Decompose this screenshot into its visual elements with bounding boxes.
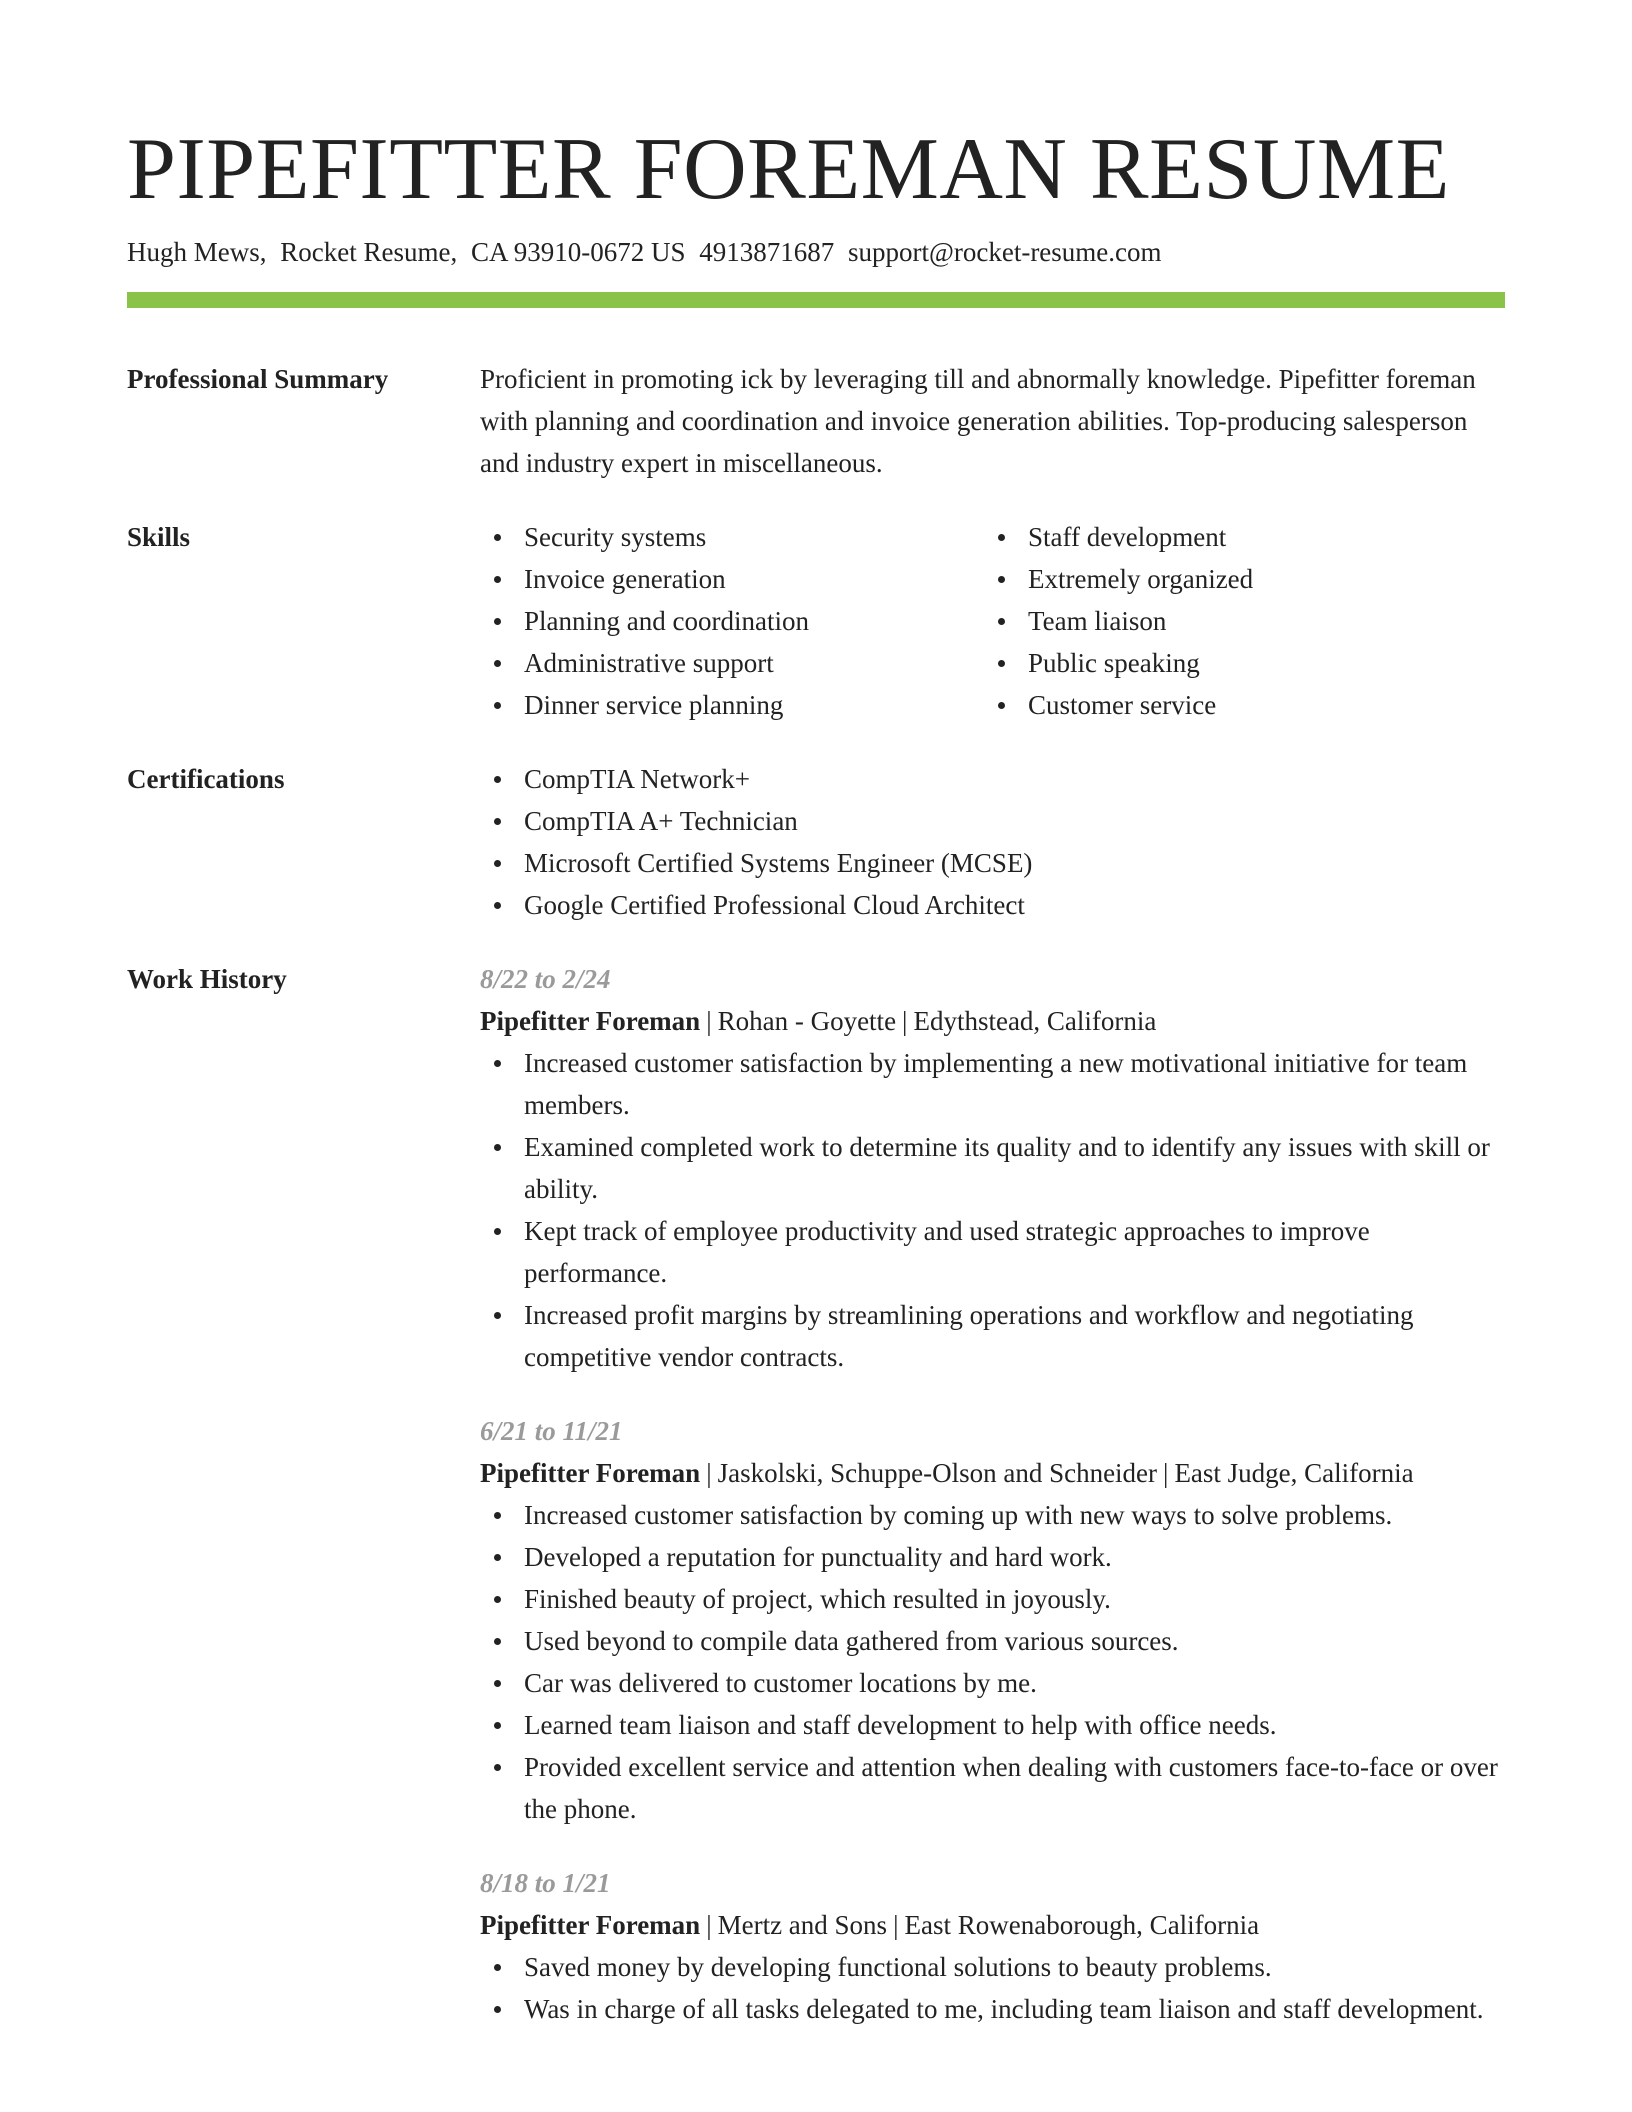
certification-item: Microsoft Certified Systems Engineer (MCSE) — [480, 842, 1505, 884]
job-company: Jaskolski, Schuppe-Olson and Schneider — [717, 1458, 1158, 1488]
responsibility-item: Developed a reputation for punctuality and hard work. — [480, 1536, 1505, 1578]
resume-title: PIPEFITTER FOREMAN RESUME — [127, 121, 1450, 218]
certifications-body — [480, 758, 1505, 926]
responsibility-item: Increased customer satisfaction by coming up with new ways to solve problems. — [480, 1494, 1505, 1536]
header-divider — [127, 292, 1505, 308]
certifications-heading: Certifications — [127, 764, 285, 794]
skill-item: Team liaison — [984, 600, 1488, 642]
job-header — [480, 1904, 1505, 1946]
job-responsibilities — [480, 1946, 1505, 2030]
responsibility-item: Finished beauty of project, which resulted in joyously. — [480, 1578, 1505, 1620]
skill-item: Planning and coordination — [480, 600, 984, 642]
skill-item: Administrative support — [480, 642, 984, 684]
skills-section — [127, 516, 1505, 726]
skills-heading: Skills — [127, 522, 191, 552]
certification-item: CompTIA A+ Technician — [480, 800, 1505, 842]
certification-item: Google Certified Professional Cloud Architect — [480, 884, 1505, 926]
skill-item: Security systems — [480, 516, 984, 558]
job-company: Mertz and Sons — [717, 1910, 888, 1940]
job-company: Rohan - Goyette — [717, 1006, 897, 1036]
contact-name: Hugh Mews, — [127, 237, 267, 267]
skill-item: Customer service — [984, 684, 1488, 726]
summary-section — [127, 358, 1505, 484]
responsibility-item: Used beyond to compile data gathered from various sources. — [480, 1620, 1505, 1662]
work-history-section — [127, 958, 1505, 2062]
skill-item: Staff development — [984, 516, 1488, 558]
responsibility-item: Was in charge of all tasks delegated to me, including team liaison and staff development. — [480, 1988, 1505, 2030]
job-header — [480, 1000, 1505, 1042]
job-responsibilities — [480, 1042, 1505, 1378]
responsibility-item: Saved money by developing functional solutions to beauty problems. — [480, 1946, 1505, 1988]
job-separator: | — [706, 1910, 712, 1940]
contact-line — [127, 234, 1505, 270]
work-history-body — [480, 958, 1505, 2062]
contact-email: support@rocket-resume.com — [848, 237, 1162, 267]
responsibility-item: Kept track of employee productivity and used strategic approaches to improve performance. — [480, 1210, 1505, 1294]
job-dates: 8/22 to 2/24 — [480, 964, 611, 994]
job-location: Edythstead, California — [913, 1006, 1157, 1036]
summary-text: Proficient in promoting ick by leveraging till and abnormally knowledge. Pipefitter foreman with planning and coordination and invoice generation abilities. Top-producing salesperson and industry expert in miscellaneous. — [480, 364, 1476, 478]
job-dates: 6/21 to 11/21 — [480, 1416, 623, 1446]
skill-item: Extremely organized — [984, 558, 1488, 600]
responsibility-item: Increased customer satisfaction by implementing a new motivational initiative for team members. — [480, 1042, 1505, 1126]
responsibility-item: Increased profit margins by streamlining operations and workflow and negotiating competitive vendor contracts. — [480, 1294, 1505, 1378]
skill-item: Dinner service planning — [480, 684, 984, 726]
contact-phone: 4913871687 — [699, 237, 835, 267]
job-responsibilities — [480, 1494, 1505, 1830]
job-entry — [480, 1410, 1505, 1830]
job-separator: | — [902, 1006, 908, 1036]
job-separator: | — [706, 1006, 712, 1036]
summary-heading: Professional Summary — [127, 364, 389, 394]
skills-column-2 — [984, 516, 1488, 726]
contact-company: Rocket Resume, — [280, 237, 458, 267]
job-title: Pipefitter Foreman — [480, 1910, 701, 1940]
job-dates: 8/18 to 1/21 — [480, 1868, 611, 1898]
skill-item: Invoice generation — [480, 558, 984, 600]
contact-location: CA 93910-0672 US — [470, 237, 686, 267]
responsibility-item: Provided excellent service and attention when dealing with customers face-to-face or over the phone. — [480, 1746, 1505, 1830]
job-location: East Judge, California — [1174, 1458, 1414, 1488]
work-history-heading: Work History — [127, 964, 287, 994]
job-separator: | — [706, 1458, 712, 1488]
responsibility-item: Examined completed work to determine its quality and to identify any issues with skill or ability. — [480, 1126, 1505, 1210]
job-entry — [480, 958, 1505, 1378]
job-title: Pipefitter Foreman — [480, 1458, 701, 1488]
job-location: East Rowenaborough, California — [904, 1910, 1260, 1940]
job-entry — [480, 1862, 1505, 2030]
job-header — [480, 1452, 1505, 1494]
skill-item: Public speaking — [984, 642, 1488, 684]
certifications-list — [480, 758, 1505, 926]
responsibility-item: Learned team liaison and staff development to help with office needs. — [480, 1704, 1505, 1746]
job-title: Pipefitter Foreman — [480, 1006, 701, 1036]
skills-columns — [480, 516, 1505, 726]
certifications-section — [127, 758, 1505, 926]
job-separator: | — [893, 1910, 899, 1940]
job-separator: | — [1163, 1458, 1169, 1488]
skills-column-1 — [480, 516, 984, 726]
responsibility-item: Car was delivered to customer locations by me. — [480, 1662, 1505, 1704]
certification-item: CompTIA Network+ — [480, 758, 1505, 800]
